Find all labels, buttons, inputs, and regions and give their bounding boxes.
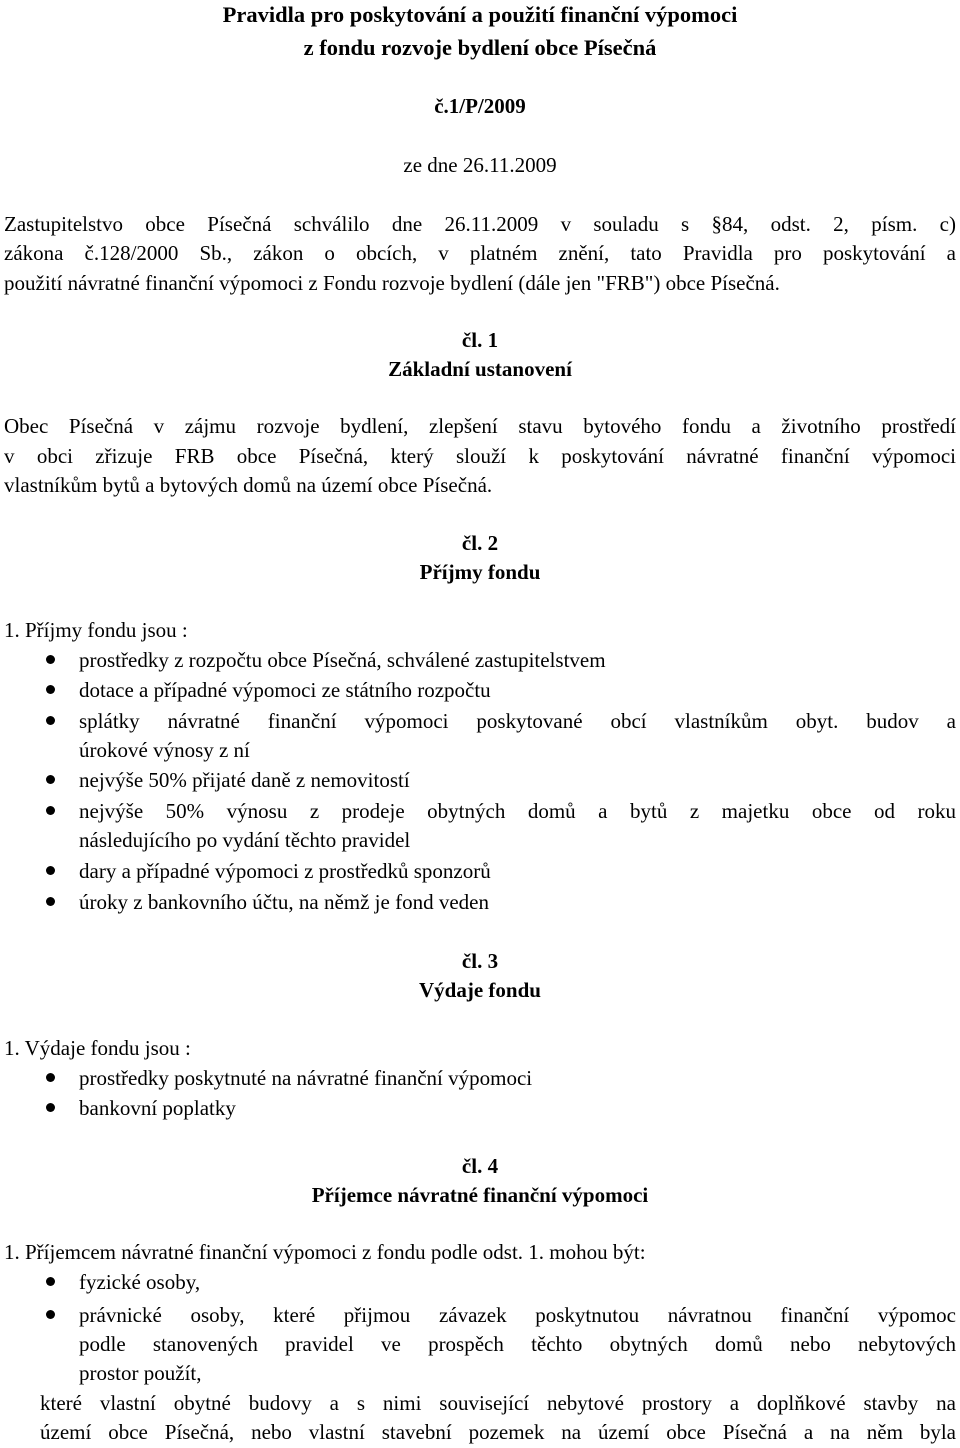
intro-line-2: zákona č.128/2000 Sb., zákon o obcích, v platném znění, tato Pravidla pro poskytování a xyxy=(4,241,956,265)
bullet-icon xyxy=(46,1310,55,1319)
article-4-line-2: území obce Písečná, nebo vlastní stavební pozemek na území obce Písečná a na něm byla xyxy=(40,1420,956,1444)
article-1-line-2: v obci zřizuje FRB obce Písečná, který slouží k poskytování návratné finanční výpomoci xyxy=(4,444,956,468)
article-4-item-2-line-2: podle stanovených pravidel ve prospěch těchto obytných domů nebo nebytových xyxy=(79,1332,956,1356)
article-3-item-1: prostředky poskytnuté na návratné finanční výpomoci xyxy=(79,1066,533,1090)
article-4-heading: Příjemce návratné finanční výpomoci xyxy=(311,1183,649,1207)
bullet-icon xyxy=(46,806,55,815)
bullet-icon xyxy=(46,655,55,664)
bullet-icon xyxy=(46,685,55,694)
intro-line-3: použití návratné finanční výpomoci z Fondu rozvoje bydlení (dále jen "FRB") obce Písečná. xyxy=(4,271,780,295)
article-3-heading: Výdaje fondu xyxy=(419,978,541,1002)
article-2-item-5-line-2: následujícího po vydání těchto pravidel xyxy=(79,828,411,852)
document-date: ze dne 26.11.2009 xyxy=(403,153,557,177)
article-2-item-2: dotace a případné výpomoci ze státního rozpočtu xyxy=(79,678,491,702)
document-title-line-2: z fondu rozvoje bydlení obce Písečná xyxy=(303,35,657,60)
article-2-intro: 1. Příjmy fondu jsou : xyxy=(4,618,188,642)
article-1-line-1: Obec Písečná v zájmu rozvoje bydlení, zlepšení stavu bytového fondu a životního prostředí xyxy=(4,414,956,438)
article-1-heading: Základní ustanovení xyxy=(388,357,572,381)
article-3-number: čl. 3 xyxy=(461,949,499,973)
article-2-item-7: úroky z bankovního účtu, na němž je fond veden xyxy=(79,890,489,914)
article-2-item-6: dary a případné výpomoci z prostředků sponzorů xyxy=(79,859,491,883)
article-1-number: čl. 1 xyxy=(461,328,499,352)
article-4-item-1: fyzické osoby, xyxy=(79,1270,201,1294)
document-number: č.1/P/2009 xyxy=(434,94,526,118)
bullet-icon xyxy=(46,1277,55,1286)
article-2-item-1: prostředky z rozpočtu obce Písečná, schválené zastupitelstvem xyxy=(79,648,606,672)
article-3-intro: 1. Výdaje fondu jsou : xyxy=(4,1036,191,1060)
article-4-line-1: které vlastní obytné budovy a s nimi související nebytové prostory a doplňkové stavby na xyxy=(40,1391,956,1415)
bullet-icon xyxy=(46,1103,55,1112)
article-4-number: čl. 4 xyxy=(461,1154,499,1178)
article-4-intro: 1. Příjemcem návratné finanční výpomoci z fondu podle odst. 1. mohou být: xyxy=(4,1240,646,1264)
article-4-item-2-line-3: prostor použít, xyxy=(79,1361,202,1385)
bullet-icon xyxy=(46,866,55,875)
article-2-item-4: nejvýše 50% přijaté daně z nemovitostí xyxy=(79,768,410,792)
article-2-item-3-line-2: úrokové výnosy z ní xyxy=(79,738,250,762)
article-1-line-3: vlastníkům bytů a bytových domů na území obce Písečná. xyxy=(4,473,493,497)
bullet-icon xyxy=(46,716,55,725)
article-2-item-3-line-1: splátky návratné finanční výpomoci poskytované obcí vlastníkům obyt. budov a xyxy=(79,709,956,733)
article-3-item-2: bankovní poplatky xyxy=(79,1096,236,1120)
bullet-icon xyxy=(46,1073,55,1082)
document-title-line-1: Pravidla pro poskytování a použití finanční výpomoci xyxy=(222,2,738,27)
bullet-icon xyxy=(46,775,55,784)
intro-line-1: Zastupitelstvo obce Písečná schválilo dne 26.11.2009 v souladu s §84, odst. 2, písm. c) xyxy=(4,212,956,236)
article-2-number: čl. 2 xyxy=(461,531,499,555)
bullet-icon xyxy=(46,897,55,906)
article-4-item-2-line-1: právnické osoby, které přijmou závazek poskytnutou návratnou finanční výpomoc xyxy=(79,1303,956,1327)
article-2-heading: Příjmy fondu xyxy=(419,560,541,584)
article-2-item-5-line-1: nejvýše 50% výnosu z prodeje obytných domů a bytů z majetku obce od roku xyxy=(79,799,956,823)
